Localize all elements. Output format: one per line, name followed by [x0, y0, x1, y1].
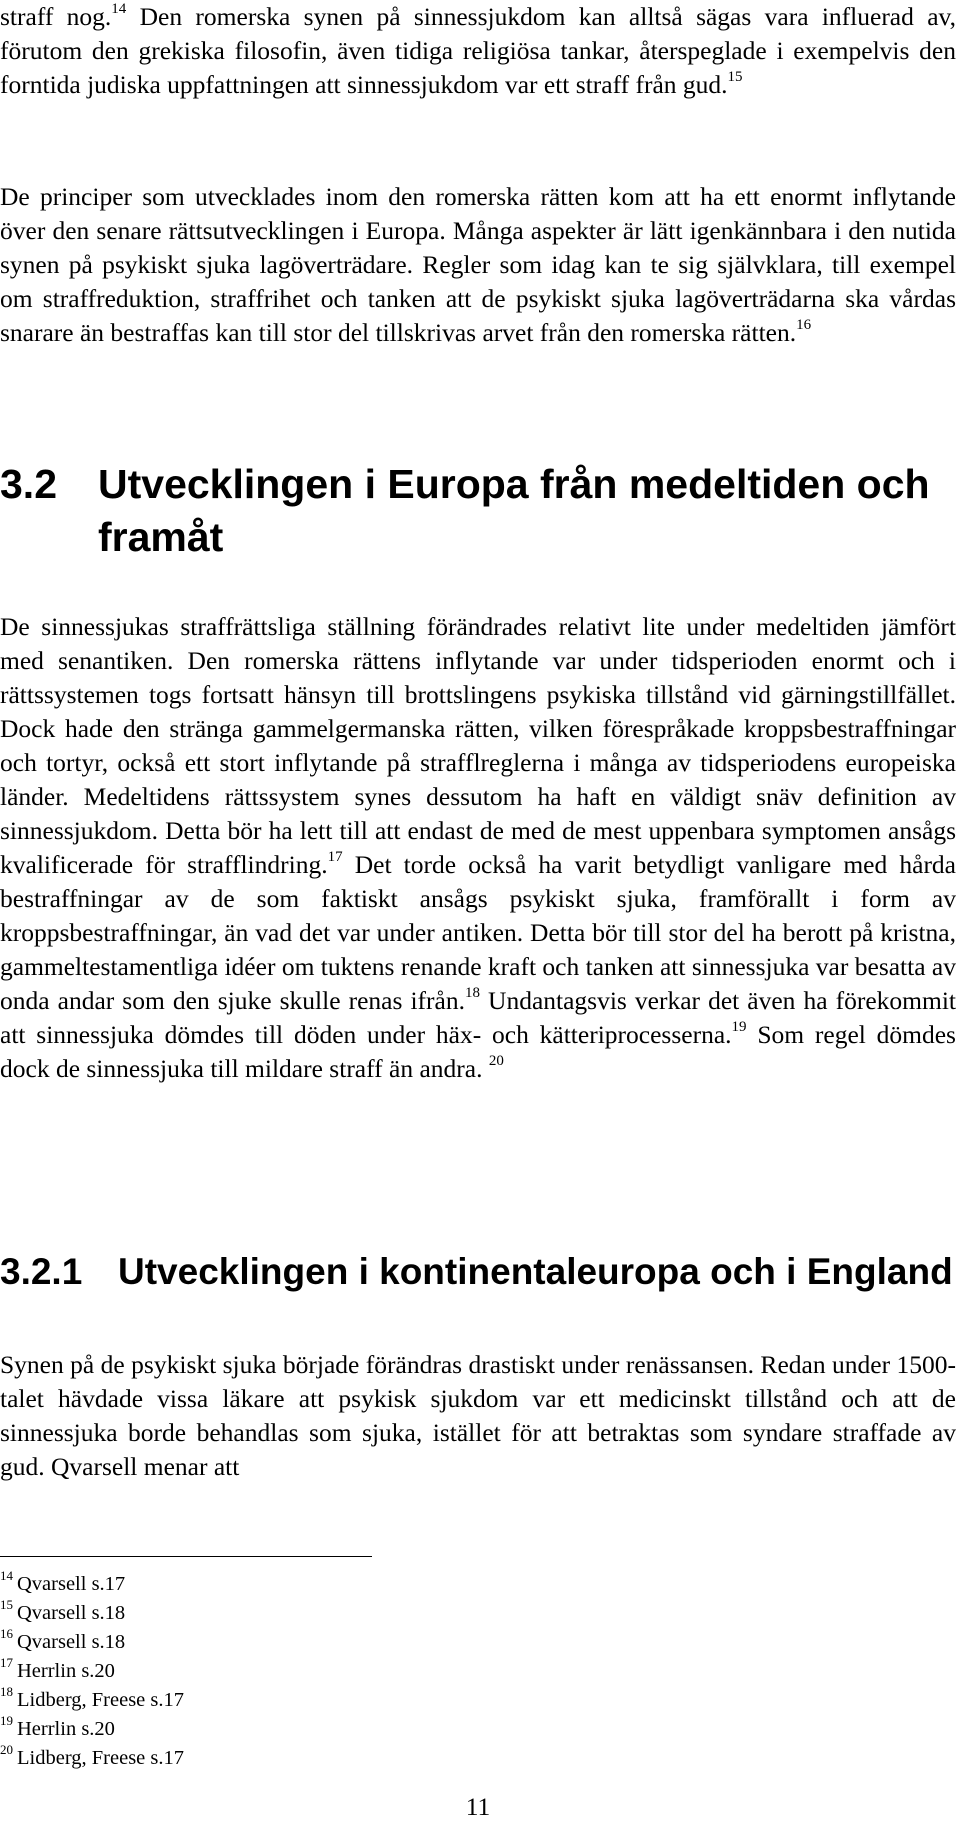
footnote-text: Lidberg, Freese s.17	[17, 1747, 185, 1769]
paragraph-text: Det torde också ha varit betydligt vanligare med hårda bestraffningar av de som faktiskt ansågs psykiskt sjuka, framförallt i form av kroppsbestraffningar, än vad det var under antiken. Detta bör till stor del ha berott på kristna, gammeltestamentliga idéer om tuktens renande kraft och tanken att sinnessjuka var besatta av onda andar som den sjuke skulle renas ifrån.	[0, 850, 957, 1015]
paragraph	[0, 0, 956, 102]
section-number: 3.2	[0, 461, 57, 507]
section-heading	[0, 458, 960, 564]
footnote-text: Herrlin s.20	[17, 1718, 115, 1740]
footnote-ref: 17	[327, 848, 343, 865]
subsection-title: Utvecklingen i kontinentaleuropa och i England	[118, 1251, 953, 1292]
paragraph	[0, 1348, 956, 1484]
footnote-text: Lidberg, Freese s.17	[17, 1689, 185, 1711]
footnote-number: 16	[0, 1626, 13, 1642]
paragraph-text: De principer som utvecklades inom den romerska rätten kom att ha ett enormt inflytande över den senare rättsutvecklingen i Europa. Många aspekter är lätt igenkännbara i den nutida synen på psykiskt sjuka lagöverträdare. Regler som idag kan te sig självklara, till exempel om straffreduktion, straffrihet och tanken att de psykiskt sjuka lagöverträdarna ska vårdas snarare än bestraffas kan till stor del tillskrivas arvet från den romerska rätten.	[0, 182, 956, 347]
footnote-ref: 18	[464, 984, 480, 1001]
subsection-number: 3.2.1	[0, 1251, 83, 1292]
subsection-heading	[0, 1247, 953, 1297]
paragraph-text: De sinnessjukas straffrättsliga ställning förändrades relativt lite under medeltiden jämfört med senantiken. Den romerska rättens inflytande var under tidsperioden enormt och i rättssystemen togs fortsatt hänsyn till brottslingens psykiska tillstånd vid gärningstillfället. Dock hade den stränga gammelgermanska rätten, vilken förespråkade kroppsbestraffningar och tortyr, också ett stort inflytande på strafflreglerna i många av tidsperiodens europeiska länder. Medeltidens rättssystem synes dessutom ha haft en väldigt snäv definition av sinnessjukdom. Detta bör ha lett till att endast de med de mest uppenbara symptomen ansågs kvalificerade för strafflindring.	[0, 612, 956, 879]
footnote-number: 14	[0, 1568, 13, 1584]
paragraph-text: straff nog.	[0, 2, 112, 31]
section-title: Utvecklingen i Europa från medeltiden och framåt	[98, 461, 930, 560]
paragraph	[0, 180, 956, 350]
footnote-text: Herrlin s.20	[17, 1660, 115, 1682]
footnote-text: Qvarsell s.18	[17, 1631, 126, 1653]
footnote-item	[0, 1657, 184, 1686]
footnote-text: Qvarsell s.17	[17, 1573, 126, 1595]
footnote-list	[0, 1570, 184, 1773]
paragraph-text: Den romerska synen på sinnessjukdom kan alltså sägas vara influerad av, förutom den grekiska filosofin, även tidiga religiösa tankar, återspeglade i exempelvis den forntida judiska uppfattningen att sinnessjukdom var ett straff från gud.	[0, 2, 956, 99]
footnote-ref: 15	[727, 68, 743, 85]
footnote-number: 15	[0, 1597, 13, 1613]
footnote-number: 18	[0, 1684, 13, 1700]
footnote-item	[0, 1570, 184, 1599]
paragraph	[0, 610, 956, 1086]
footnote-item	[0, 1715, 184, 1744]
footnote-ref: 16	[796, 316, 812, 333]
footnote-item	[0, 1686, 184, 1715]
paragraph-text: Som regel dömdes dock de sinnessjuka till mildare straff än andra.	[0, 1020, 956, 1083]
footnote-item	[0, 1744, 184, 1773]
paragraph-text: Synen på de psykiskt sjuka började förändras drastiskt under renässansen. Redan under 1500-talet hävdade vissa läkare att psykisk sjukdom var ett medicinskt tillstånd och att de sinnessjuka borde behandlas som sjuka, istället för att betraktas som syndare straffade av gud. Qvarsell menar att	[0, 1350, 956, 1481]
page-number: 11	[465, 1792, 491, 1821]
footnote-text: Qvarsell s.18	[17, 1602, 126, 1624]
footnote-separator	[0, 1556, 372, 1557]
paragraph-text: Undantagsvis verkar det även ha förekommit att sinnessjuka dömdes till döden under häx- och kätteriprocesserna.	[0, 986, 956, 1049]
footnote-number: 17	[0, 1655, 13, 1671]
footnote-number: 19	[0, 1713, 13, 1729]
footnote-ref: 20	[488, 1052, 504, 1069]
footnote-number: 20	[0, 1742, 13, 1758]
footnote-ref: 19	[731, 1018, 747, 1035]
footnote-item	[0, 1599, 184, 1628]
footnote-item	[0, 1628, 184, 1657]
footnote-ref: 14	[111, 0, 127, 17]
